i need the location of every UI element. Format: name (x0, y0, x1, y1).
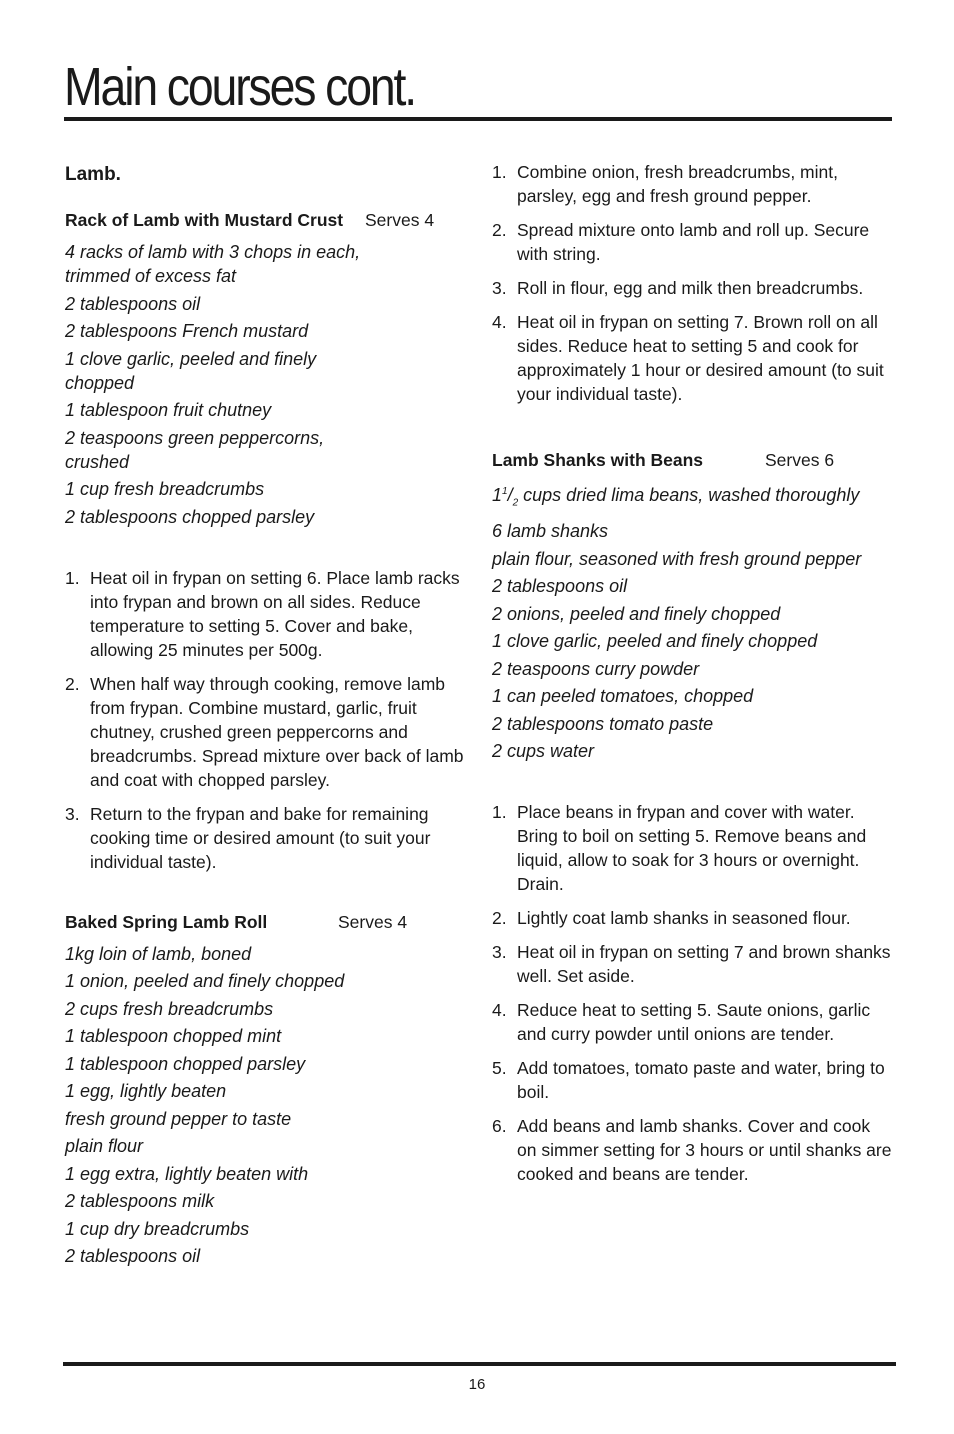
step-number: 3. (492, 278, 507, 298)
ingredient-item: 6 lamb shanks (492, 521, 609, 542)
recipe-header (65, 208, 465, 232)
method-step (492, 1114, 892, 1186)
fraction-whole: 1 (492, 485, 503, 505)
method-steps (492, 800, 892, 1186)
ingredient-item: plain flour, seasoned with fresh ground pepper (492, 548, 862, 569)
step-text: Spread mixture onto lamb and roll up. Secure with string. (517, 220, 870, 264)
step-number: 3. (492, 942, 507, 963)
step-text: Return to the frypan and bake for remaining cooking time or desired amount (to suit your individual taste). (90, 803, 431, 872)
ingredient-item: 2 tablespoons milk (65, 1191, 215, 1211)
method-steps (65, 566, 465, 874)
method-step (492, 1056, 892, 1104)
ingredient-item: fresh ground pepper to taste (65, 1108, 292, 1129)
page-number: 16 (468, 1376, 486, 1393)
ingredient-item: 1 tablespoon chopped parsley (65, 1053, 306, 1074)
step-number: 1. (492, 162, 507, 182)
ingredient-item: 1 tablespoon chopped mint (65, 1026, 282, 1046)
ingredient-item: 2 tablespoons oil (65, 1246, 201, 1266)
step-number: 2. (492, 908, 507, 929)
serves-label: Serves 4 (365, 210, 435, 230)
method-step (65, 802, 465, 874)
method-steps (492, 160, 892, 406)
ingredient-item: 1 tablespoon fruit chutney (65, 400, 272, 420)
step-number: 6. (492, 1116, 507, 1137)
fraction-numerator: 1 (502, 486, 508, 497)
ingredient-item: 2 tablespoons French mustard (65, 321, 309, 341)
ingredient-item: 2 onions, peeled and finely chopped (492, 603, 781, 624)
fraction-denominator: 2 (512, 497, 519, 509)
ingredient-list (492, 480, 892, 763)
serves-label: Serves 4 (338, 911, 408, 932)
method-step (492, 906, 892, 930)
ingredient-text: cups dried lima beans, washed thoroughly (518, 485, 860, 505)
ingredient-item: plain flour (65, 1136, 144, 1156)
recipe-header (492, 448, 892, 472)
method-step (492, 998, 892, 1046)
ingredient-item: 4 racks of lamb with 3 chops in each, trimmed of excess fat (65, 242, 361, 286)
step-text: Place beans in frypan and cover with water. Bring to boil on setting 5. Remove beans and liquid, allow to soak for 3 hours or overnight. Drain. (517, 802, 867, 895)
method-step (492, 800, 892, 896)
page-title: Main courses cont. (64, 57, 416, 117)
method-step (492, 940, 892, 988)
step-number: 3. (65, 803, 80, 824)
title-rule (64, 117, 892, 121)
ingredient-item: 2 tablespoons oil (492, 576, 628, 597)
ingredient-item: 2 teaspoons curry powder (492, 658, 700, 679)
footer-rule (63, 1362, 896, 1366)
step-text: When half way through cooking, remove lamb from frypan. Combine mustard, garlic, fruit chutney, crushed green peppercorns and breadcrumbs. Spread mixture over back of lamb and coat with chopped parsley. (90, 673, 464, 790)
ingredient-item: 1 egg extra, lightly beaten with (65, 1163, 309, 1184)
right-column (492, 160, 892, 1196)
step-text: Heat oil in frypan on setting 7 and brown shanks well. Set aside. (517, 942, 891, 987)
ingredient-item: 2 cups fresh breadcrumbs (65, 998, 274, 1019)
ingredient-item: 1 clove garlic, peeled and finely chopped (492, 631, 818, 652)
ingredient-list (65, 240, 385, 529)
method-step (492, 218, 892, 266)
recipe-lamb-shanks (492, 448, 892, 1186)
fraction-slash: / (507, 485, 513, 505)
ingredient-item: 1 egg, lightly beaten (65, 1081, 227, 1101)
ingredient-item: 1 cup dry breadcrumbs (65, 1218, 250, 1239)
recipe-title: Lamb Shanks with Beans (492, 450, 704, 470)
step-text: Heat oil in frypan on setting 6. Place lamb racks into frypan and brown on all sides. Reduce temperature to setting 5. Cover and bake, allowing 25 minutes per 500g. (90, 567, 460, 660)
step-number: 5. (492, 1058, 507, 1079)
ingredient-item: 1 clove garlic, peeled and finely chopped (65, 348, 317, 393)
ingredient-item: 1 cup fresh breadcrumbs (65, 479, 265, 499)
ingredient-item (492, 480, 892, 516)
step-number: 2. (65, 673, 80, 694)
recipe-header (65, 910, 465, 934)
left-column (65, 160, 465, 1272)
section-heading: Lamb. (65, 164, 121, 185)
step-text: Roll in flour, egg and milk then breadcrumbs. (517, 278, 864, 298)
step-text: Lightly coat lamb shanks in seasoned flour. (517, 908, 851, 929)
method-step (65, 566, 465, 662)
serves-label: Serves 6 (765, 450, 835, 470)
ingredient-item: 2 tablespoons chopped parsley (65, 506, 315, 527)
step-text: Heat oil in frypan on setting 7. Brown roll on all sides. Reduce heat to setting 5 and cook for approximately 1 hour or desired amount (to suit your individual taste). (517, 312, 884, 404)
method-step (492, 310, 892, 406)
method-step (65, 672, 465, 792)
recipe-rack-of-lamb (65, 208, 465, 874)
ingredient-item: 1kg loin of lamb, boned (65, 943, 252, 964)
recipe-baked-lamb-roll (65, 910, 465, 1269)
ingredient-item: 2 cups water (492, 741, 595, 762)
step-text: Combine onion, fresh breadcrumbs, mint, parsley, egg and fresh ground pepper. (517, 162, 838, 206)
step-text: Add tomatoes, tomato paste and water, bring to boil. (517, 1058, 885, 1103)
ingredient-list (65, 942, 465, 1269)
step-number: 1. (65, 567, 80, 588)
step-number: 4. (492, 312, 507, 332)
recipe-title: Baked Spring Lamb Roll (65, 911, 268, 932)
ingredient-item: 2 tablespoons tomato paste (492, 713, 714, 734)
step-text: Add beans and lamb shanks. Cover and cook on simmer setting for 3 hours or until shanks are cooked and beans are tender. (517, 1116, 892, 1185)
ingredient-item: 1 onion, peeled and finely chopped (65, 971, 345, 991)
ingredient-item: 1 can peeled tomatoes, chopped (492, 686, 754, 707)
step-number: 4. (492, 1000, 507, 1021)
step-number: 2. (492, 220, 507, 240)
step-text: Reduce heat to setting 5. Saute onions, garlic and curry powder until onions are tender. (517, 1000, 871, 1045)
method-step (492, 160, 892, 208)
ingredient-item: 2 tablespoons oil (65, 293, 201, 314)
method-step (492, 276, 892, 300)
step-number: 1. (492, 802, 507, 823)
recipe-title: Rack of Lamb with Mustard Crust (65, 210, 344, 230)
ingredient-item: 2 teaspoons green peppercorns, crushed (65, 427, 325, 472)
